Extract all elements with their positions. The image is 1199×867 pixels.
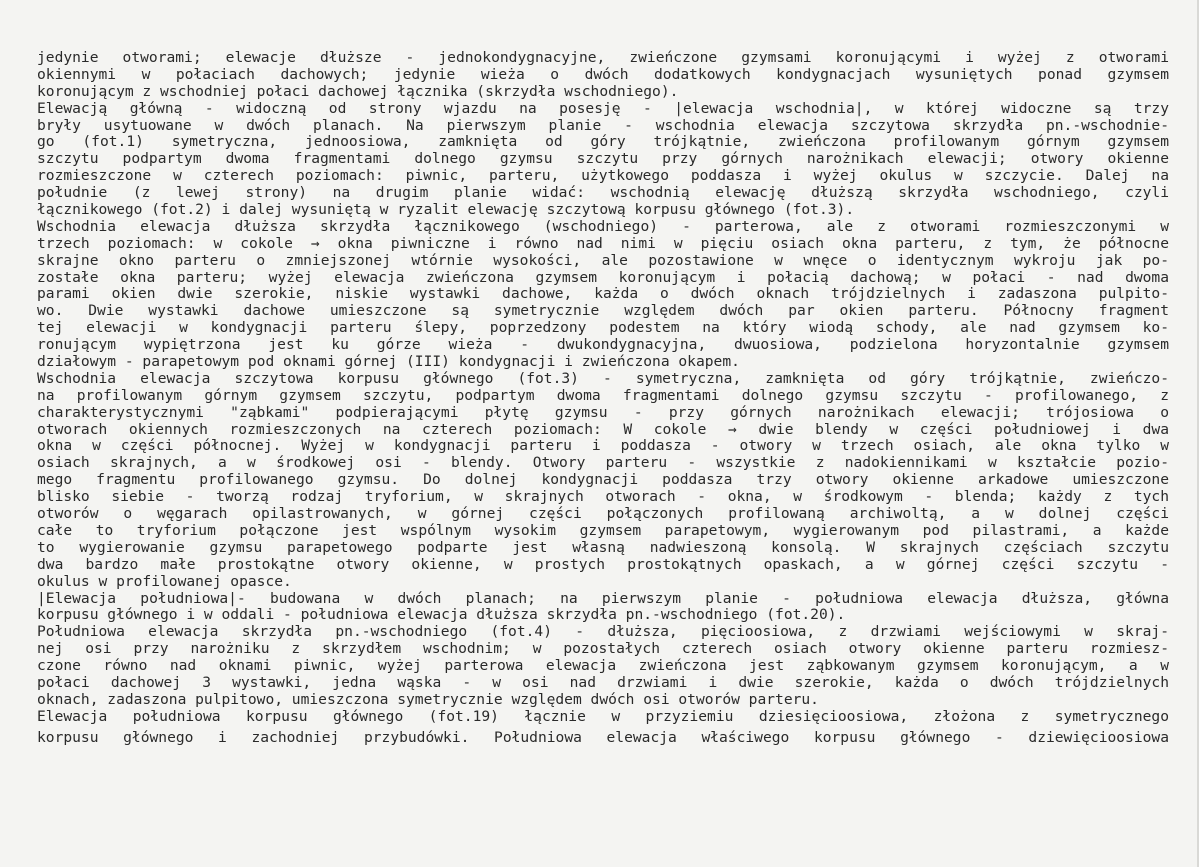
text-line: mego fragmentu profilowanego gzymsu. Do dolnej kondygnacji poddasza trzy otwory okienne arkadowe umieszczone <box>37 472 1169 489</box>
text-line: tej elewacji w kondygnacji parteru ślepy, poprzedzony podestem na który wiodą schody, ale nad gzymsem ko- <box>37 320 1169 337</box>
section-heading-line: Elewacja południowa korpusu głównego (fot.19) łącznie w przyziemiu dziesięcioosiowa, złożona z symetrycznego <box>37 708 1169 725</box>
text-line: na profilowanym górnym gzymsem szczytu, podpartym dwoma fragmentami dolnego gzymsu szczytu - profilowanego, z <box>37 387 1169 404</box>
text-line-elewacja-glowna: Elewacją główną - widoczną od strony wjazdu na posesję - |elewacja wschodnia|, w której widoczne są trzy <box>37 100 1169 117</box>
text-line: koronującym z wschodniej połaci dachowej łącznika (skrzydła wschodniego). <box>37 83 679 100</box>
document-text <box>37 50 1169 747</box>
text-line: połaci dachowej 3 wystawki, jedna wąska - w osi nad drzwiami i dwie szerokie, każda o dwóch trójdzielnych <box>37 674 1169 691</box>
text-line: wo. Dwie wystawki dachowe umieszczone są symetrycznie względem dwóch par okien parteru. Północny fragment <box>37 303 1169 320</box>
text-line: korpusu głównego i w oddali - południowa elewacja dłuższa skrzydła pn.-wschodniego (fot.20). <box>37 607 846 624</box>
text-line: okna w części północnej. Wyżej w kondygnacji parteru i poddasza - otwory w trzech osiach, ale okna tylko w <box>37 438 1169 455</box>
text-line: jedynie otworami; elewacje dłuższe - jednokondygnacyjne, zwieńczone gzymsami koronującymi i wyżej z otworami <box>37 50 1169 66</box>
text-line: to wygierowanie gzymsu parapetowego podparte jest własną nadwieszoną konsolą. W skrajnych częściach szczytu <box>37 539 1169 556</box>
text-line: okiennymi w połaciach dachowych; jedynie wieża o dwóch dodatkowych kondygnacjach wysuniętych ponad gzymsem <box>37 66 1169 83</box>
section-heading-line: Południowa elewacja skrzydła pn.-wschodniego (fot.4) - dłuższa, pięcioosiowa, z drzwiami wejściowymi w skraj- <box>37 624 1169 641</box>
text-line: szczytu podpartym dwoma fragmentami dolnego gzymsu szczytu przy górnych narożnikach elewacji; otwory okienne <box>37 151 1169 168</box>
text-line: działowym - parapetowym pod oknami górnej (III) kondygnacji i zwieńczona okapem. <box>37 354 740 371</box>
text-line: blisko siebie - tworzą rodzaj tryforium, w skrajnych otworach - okna, w środkowym - blenda; każdy z tych <box>37 489 1169 506</box>
text-line: otworach okiennych rozmieszczonych na czterech poziomach: W cokole → dwie blendy w części południowej i dwa <box>37 421 1169 438</box>
section-heading-line: Wschodnia elewacja dłuższa skrzydła łącznikowego (wschodniego) - parterowa, ale z otworami rozmieszczonymi w <box>37 218 1169 235</box>
section-heading-line: Wschodnia elewacja szczytowa korpusu głównego (fot.3) - symetryczna, zamknięta od góry trójkątnie, zwieńczo- <box>37 370 1169 387</box>
text-line: nej osi przy narożniku z skrzydłem wschodnim; w pozostałych czterech osiach otwory okienne parteru rozmiesz- <box>37 641 1169 658</box>
text-line: trzech poziomach: w cokole → okna piwniczne i równo nad nimi w pięciu osiach okna parteru, z tym, że północne <box>37 235 1169 252</box>
text-line: otworów o węgarach opilastrowanych, w górnej części połączonych profilowaną archiwoltą, a w dolnej części <box>37 506 1169 523</box>
text-line: całe to tryforium połączone jest wspólnym wysokim gzymsem parapetowym, wygierowanym pod pilastrami, a każde <box>37 522 1169 539</box>
text-line: rozmieszczone w czterech poziomach: piwnic, parteru, użytkowego poddasza i wyżej okulus w szczycie. Dalej na <box>37 168 1169 185</box>
text-line: ronującym wypiętrzona jest ku górze wieża - dwukondygnacyjna, dwuosiowa, podzielona horyzontalnie gzymsem <box>37 337 1169 354</box>
text-line: dwa bardzo małe prostokątne otwory okienne, w prostych prostokątnych opaskach, a w górnej części szczytu - <box>37 556 1169 573</box>
text-line: charakterystycznymi "ząbkami" podpierającymi płytę gzymsu - przy górnych narożnikach elewacji; trójosiowa o <box>37 404 1169 421</box>
text-line: go (fot.1) symetryczna, jednoosiowa, zamknięta od góry trójkątnie, zwieńczona profilowanym górnym gzymsem <box>37 134 1169 151</box>
text-line: czone równo nad oknami piwnic, wyżej parterowa elewacja zwieńczona jest ząbkowanym gzymsem koronującym, a w <box>37 658 1169 675</box>
text-line: południe (z lewej strony) na drugim planie widać: wschodnią elewację dłuższą skrzydła wschodniego, czyli <box>37 185 1169 202</box>
text-line: zostałe okna parteru; wyżej elewacja zwieńczona gzymsem koronującym i połacią dachową; w połaci - nad dwoma <box>37 269 1169 286</box>
text-line: łącznikowego (fot.2) i dalej wysuniętą w ryzalit elewację szczytową korpusu głównego (fot.3). <box>37 202 855 219</box>
text-line: osiach skrajnych, a w środkowej osi - blendy. Otwory parteru - wszystkie z nadokiennikami w kształcie pozio- <box>37 455 1169 472</box>
text-line: okulus w profilowanej opasce. <box>37 573 292 590</box>
text-line: parami okien dwie szerokie, niskie wystawki dachowe, każda o dwóch oknach trójdzielnych i zadaszona pulpito- <box>37 286 1169 303</box>
text-line: oknach, zadaszona pulpitowo, umieszczona symetrycznie względem dwóch osi otworów parteru. <box>37 691 819 708</box>
section-heading-line-elewacja-poludniowa: |Elewacja południowa|- budowana w dwóch planach; na pierwszym planie - południowa elewacja dłuższa, główna <box>37 590 1169 607</box>
text-line: skrajne okno parteru o zmniejszonej wtórnie wysokości, ale pozostawione w wnęce o identycznym wykroju jak po- <box>37 252 1169 269</box>
scan-artifact <box>80 38 160 42</box>
text-line: korpusu głównego i zachodniej przybudówki. Południowa elewacja właściwego korpusu głównego - dziewięcioosiowa <box>37 729 1169 746</box>
text-line: bryły usytuowane w dwóch planach. Na pierwszym planie - wschodnia elewacja szczytowa skrzydła pn.-wschodnie- <box>37 117 1169 134</box>
